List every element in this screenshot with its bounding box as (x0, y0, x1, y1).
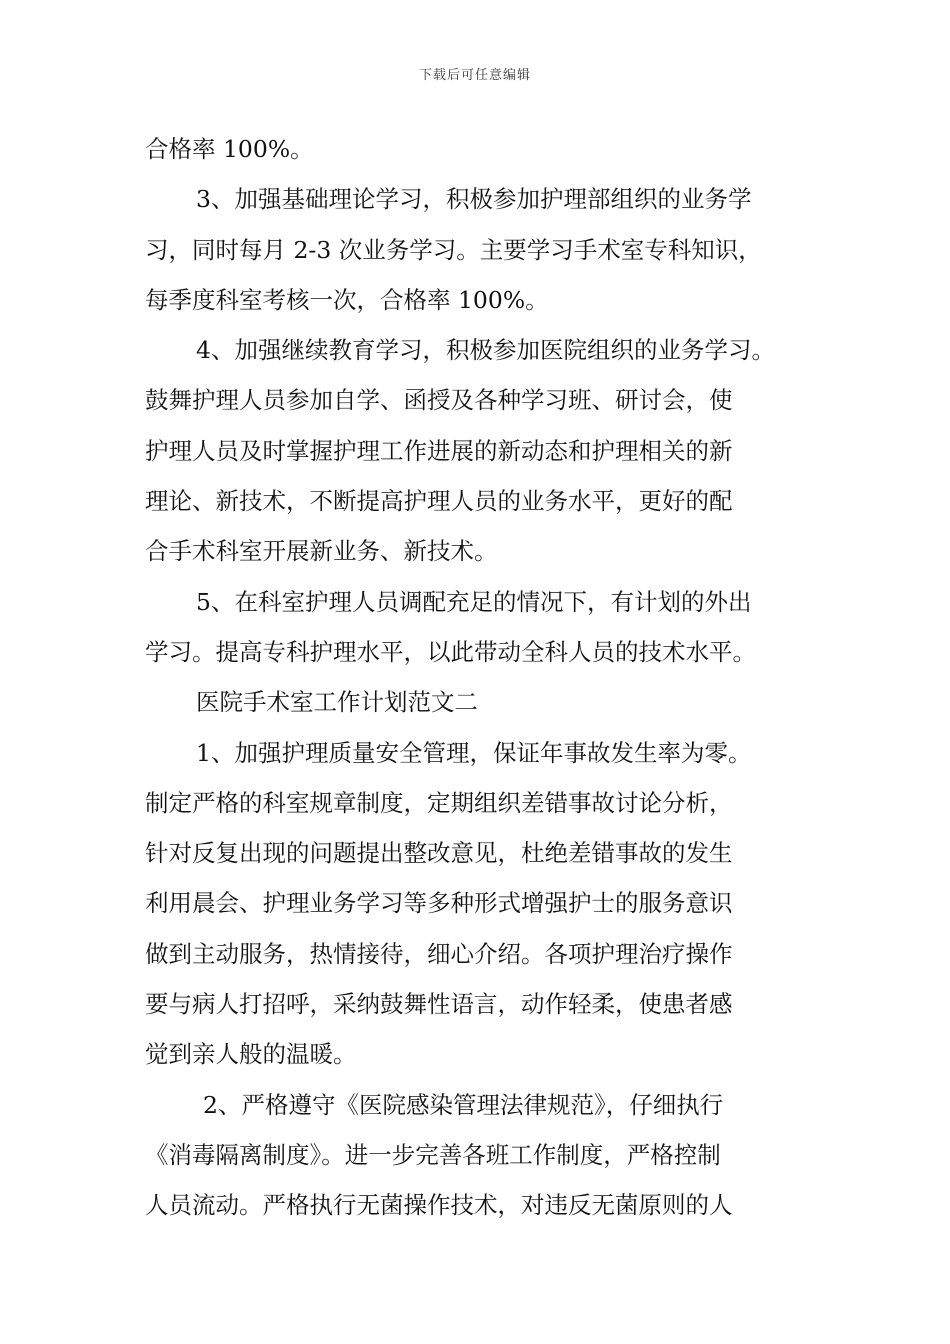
paragraph-start-line: 4、加强继续教育学习，积极参加医院组织的业务学习。 (196, 336, 775, 365)
document-body (145, 124, 810, 1231)
text-line: 护理人员及时掌握护理工作进展的新动态和护理相关的新 (145, 436, 733, 465)
text-line: 理论、新技术，不断提高护理人员的业务水平，更好的配 (145, 487, 733, 516)
text-line: 鼓舞护理人员参加自学、函授及各种学习班、研讨会，使 (145, 386, 733, 415)
text-line: 觉到亲人般的温暖。 (145, 1040, 357, 1069)
text-line: 制定严格的科室规章制度，定期组织差错事故讨论分析， (145, 788, 733, 817)
page-header: 下载后可任意编辑 (418, 68, 531, 83)
text-line: 合格率 100%。 (145, 135, 314, 163)
text-line: 《消毒隔离制度》。进一步完善各班工作制度，严格控制 (145, 1140, 721, 1169)
paragraph-start-line: 2、严格遵守《医院感染管理法律规范》，仔细执行 (203, 1090, 724, 1119)
text-line: 人员流动。严格执行无菌操作技术，对违反无菌原则的人 (145, 1191, 733, 1220)
text-line: 习，同时每月 2-3 次业务学习。主要学习手术室专科知识， (145, 235, 762, 264)
paragraph-start-line: 3、加强基础理论学习，积极参加护理部组织的业务学 (196, 185, 752, 214)
text-line: 每季度科室考核一次，合格率 100%。 (145, 285, 549, 314)
paragraph-start-line: 5、在科室护理人员调配充足的情况下，有计划的外出 (196, 587, 752, 616)
section-title: 医院手术室工作计划范文二 (196, 688, 478, 717)
text-line: 利用晨会、护理业务学习等多种形式增强护士的服务意识 (145, 889, 733, 918)
paragraph-start-line: 1、加强护理质量安全管理，保证年事故发生率为零。 (196, 738, 752, 767)
text-line: 要与病人打招呼，采纳鼓舞性语言，动作轻柔，使患者感 (145, 990, 733, 1019)
text-line: 合手术科室开展新业务、新技术。 (145, 537, 498, 566)
text-line: 学习。提高专科护理水平，以此带动全科人员的技术水平。 (145, 637, 756, 666)
text-line: 针对反复出现的问题提出整改意见，杜绝差错事故的发生 (145, 839, 733, 868)
text-line: 做到主动服务，热情接待，细心介绍。各项护理治疗操作 (145, 939, 733, 968)
